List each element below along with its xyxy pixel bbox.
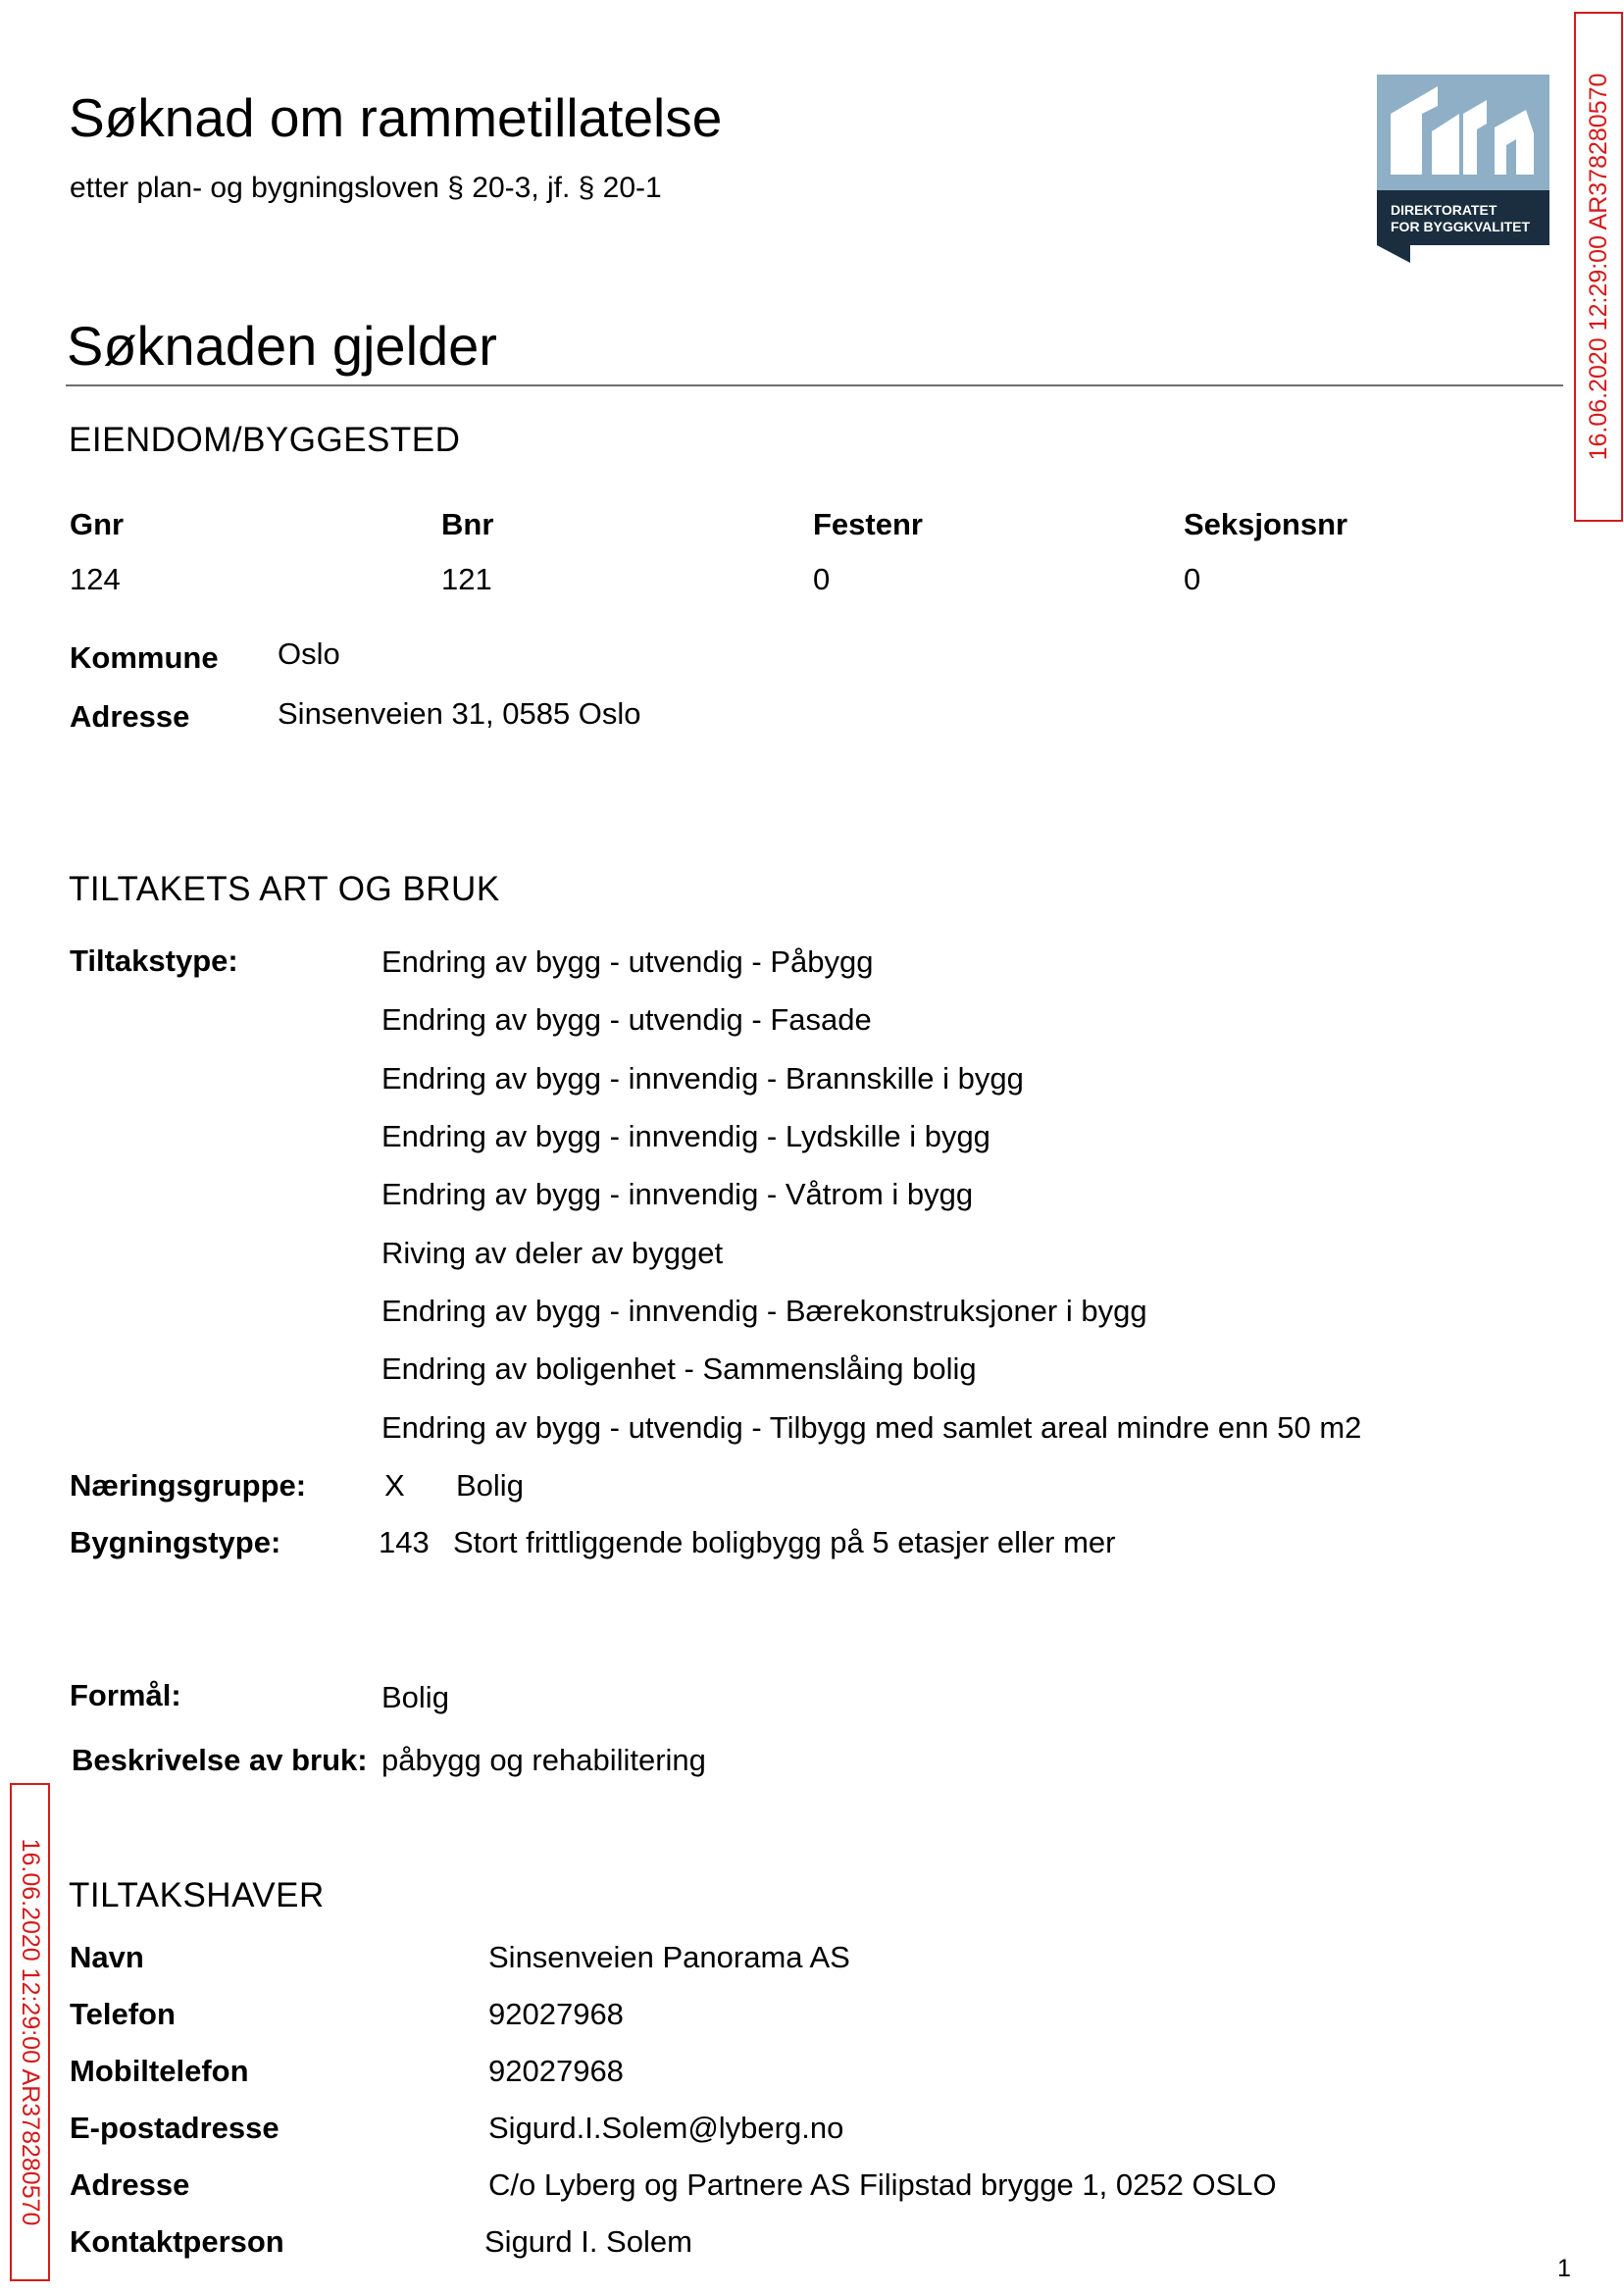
receipt-stamp-text: 16.06.2020 12:29:00 AR378280570: [1585, 73, 1612, 461]
tiltakstype-item: Endring av boligenhet - Sammenslåing bolig: [381, 1351, 977, 1386]
naeringsgruppe-value: Bolig: [456, 1468, 524, 1503]
tiltakstype-label: Tiltakstype:: [70, 943, 238, 978]
receipt-stamp-side: [10, 1783, 50, 2281]
receipt-stamp-text: 16.06.2020 12:29:00 AR378280570: [16, 1838, 44, 2226]
mobiltelefon-label: Mobiltelefon: [70, 2054, 249, 2088]
telefon-value: 92027968: [488, 1997, 624, 2031]
festenr-label: Festenr: [813, 507, 923, 541]
navn-label: Navn: [70, 1940, 144, 1974]
tiltakstype-item: Riving av deler av bygget: [381, 1236, 724, 1270]
tiltak-heading: TILTAKETS ART OG BRUK: [69, 870, 500, 908]
section-divider: [66, 384, 1563, 386]
mobiltelefon-value: 92027968: [488, 2054, 624, 2088]
beskrivelse-value: påbygg og rehabilitering: [381, 1743, 706, 1777]
logo-line-2: FOR BYGGKVALITET: [1391, 219, 1531, 234]
naeringsgruppe-label: Næringsgruppe:: [70, 1468, 307, 1503]
tiltakshaver-adresse-label: Adresse: [70, 2167, 190, 2202]
adresse-label: Adresse: [70, 699, 190, 734]
tiltakstype-item: Endring av bygg - utvendig - Fasade: [381, 1002, 872, 1037]
gnr-label: Gnr: [70, 507, 125, 541]
dibk-logo: [1377, 75, 1549, 263]
festenr-value: 0: [813, 562, 831, 596]
gnr-value: 124: [70, 562, 121, 596]
bygningstype-label: Bygningstype:: [70, 1525, 281, 1559]
tiltakstype-item: Endring av bygg - innvendig - Bærekonstruksjoner i bygg: [381, 1294, 1147, 1328]
logo-line-1: DIREKTORATET: [1391, 202, 1497, 218]
tiltakshaver-heading: TILTAKSHAVER: [69, 1876, 325, 1914]
document-subtitle: etter plan- og bygningsloven § 20-3, jf. § 20-1: [70, 172, 662, 204]
receipt-stamp-top: [1574, 12, 1623, 522]
bygningstype-code: 143: [379, 1525, 430, 1559]
tiltakstype-item: Endring av bygg - utvendig - Tilbygg med samlet areal mindre enn 50 m2: [381, 1410, 1362, 1445]
formal-value: Bolig: [381, 1680, 449, 1714]
page-number: 1: [1557, 2255, 1571, 2282]
kommune-label: Kommune: [70, 640, 219, 675]
tiltakstype-item: Endring av bygg - innvendig - Våtrom i bygg: [381, 1177, 974, 1211]
navn-value: Sinsenveien Panorama AS: [488, 1940, 850, 1974]
dibk-logo-icon: [1377, 75, 1549, 263]
tiltakshaver-adresse-value: C/o Lyberg og Partnere AS Filipstad brygge 1, 0252 OSLO: [488, 2167, 1277, 2202]
bnr-label: Bnr: [441, 507, 494, 541]
section-heading: Søknaden gjelder: [67, 315, 497, 377]
tiltakstype-item: Endring av bygg - utvendig - Påbygg: [381, 944, 874, 979]
eiendom-heading: EIENDOM/BYGGESTED: [69, 421, 461, 459]
epost-label: E-postadresse: [70, 2111, 279, 2145]
kommune-value: Oslo: [278, 637, 340, 671]
tiltakstype-item: Endring av bygg - innvendig - Lydskille i bygg: [381, 1119, 990, 1153]
tiltakstype-item: Endring av bygg - innvendig - Brannskille i bygg: [381, 1061, 1024, 1096]
seksjonsnr-value: 0: [1184, 562, 1201, 596]
beskrivelse-label: Beskrivelse av bruk:: [72, 1743, 368, 1777]
seksjonsnr-label: Seksjonsnr: [1184, 507, 1348, 541]
kontaktperson-label: Kontaktperson: [70, 2224, 284, 2259]
adresse-value: Sinsenveien 31, 0585 Oslo: [278, 696, 641, 731]
telefon-label: Telefon: [70, 1997, 176, 2031]
document-title: Søknad om rammetillatelse: [69, 87, 723, 148]
kontaktperson-value: Sigurd I. Solem: [484, 2224, 692, 2259]
epost-value: Sigurd.I.Solem@lyberg.no: [488, 2111, 844, 2145]
formal-label: Formål:: [70, 1678, 181, 1712]
bnr-value: 121: [441, 562, 492, 596]
naeringsgruppe-code: X: [384, 1468, 405, 1503]
bygningstype-value: Stort frittliggende boligbygg på 5 etasjer eller mer: [453, 1525, 1116, 1559]
